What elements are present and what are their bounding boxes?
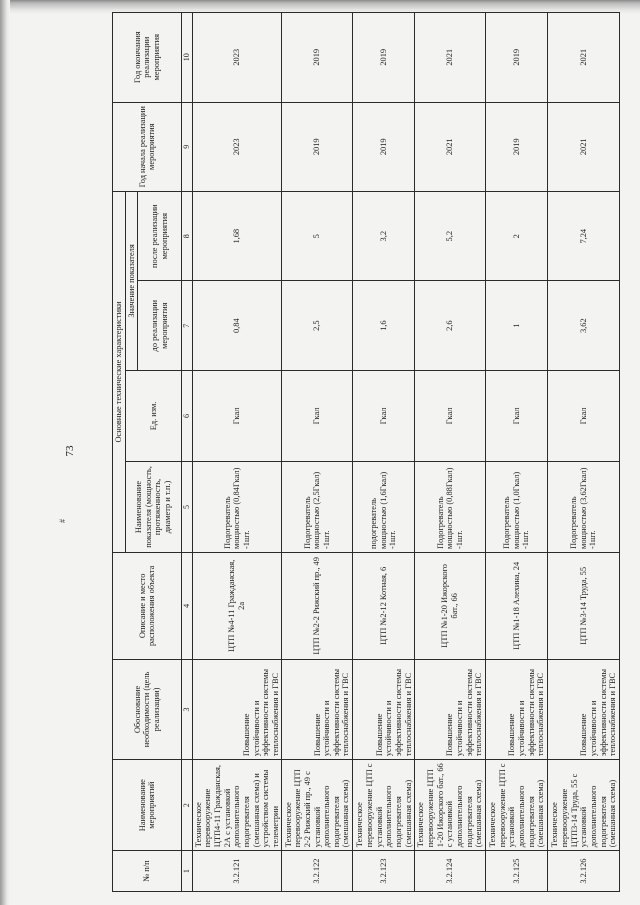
col-index: 4 (182, 552, 192, 659)
unit: Гкал (192, 370, 282, 461)
start-year: 2023 (192, 102, 282, 191)
measure-name: Техническое перевооружение ЦТП 1-20 Ижорского бат., 66 с установкой дополнительного подогревателя (смешанная схема) (415, 760, 486, 851)
start-year: 2019 (485, 102, 547, 191)
unit: Гкал (547, 370, 619, 461)
header-value-group: Значение показателя (125, 191, 138, 370)
table-row (547, 13, 619, 892)
table-row (282, 13, 353, 892)
header-after: после реализации мероприятия (138, 191, 182, 280)
col-index: 7 (182, 281, 192, 370)
end-year: 2019 (485, 13, 547, 103)
justification: Повышение устойчивости и эффективности системы теплоснабжения и ГВС (415, 659, 486, 759)
justification: Повышение устойчивости и эффективности системы теплоснабжения и ГВС (282, 659, 353, 759)
row-number: 3.2.126 (547, 851, 619, 892)
value-after: 5 (282, 191, 353, 280)
value-after: 2 (485, 191, 547, 280)
value-before: 1,6 (353, 281, 415, 370)
col-index: 5 (182, 461, 192, 552)
object-location: ЦТП №4-11 Гражданская, 2а (192, 552, 282, 659)
unit: Гкал (282, 370, 353, 461)
col-index: 6 (182, 370, 192, 461)
unit: Гкал (485, 370, 547, 461)
scan-left-edge (0, 0, 10, 905)
value-before: 0,84 (192, 281, 282, 370)
value-after: 5,2 (415, 191, 486, 280)
parameter: подогреватель мощностью (1,6Гкал) -1шт. (353, 461, 415, 552)
end-year: 2021 (547, 13, 619, 103)
end-year: 2019 (353, 13, 415, 103)
header-unit: Ед. изм. (125, 370, 182, 461)
rotated-table-container (112, 12, 620, 892)
object-location: ЦТП №3-14 Труда, 55 (547, 552, 619, 659)
col-index: 9 (182, 102, 192, 191)
start-year: 2021 (415, 102, 486, 191)
value-after: 1,68 (192, 191, 282, 280)
header-tech-group: Основные технические характеристики (113, 191, 126, 552)
measure-name: Техническое перевооружение ЦТП с установкой дополнительного подогревателя (смешанная схема) (485, 760, 547, 851)
page-mark: # (58, 519, 67, 523)
end-year: 2023 (192, 13, 282, 103)
header-start-year: Год начала реализации мероприятия (113, 102, 182, 191)
table-row (192, 13, 282, 892)
justification: Повышение устойчивости и эффективности системы теплоснабжения и ГВС (547, 659, 619, 759)
unit: Гкал (353, 370, 415, 461)
header-param: Наименование показателя (мощность, протяженность, диаметр и т.п.) (125, 461, 182, 552)
value-before: 1 (485, 281, 547, 370)
parameter: Подогреватель мощностью (3,62Гкал) -1шт. (547, 461, 619, 552)
col-index: 2 (182, 760, 192, 851)
col-index: 8 (182, 191, 192, 280)
object-location: ЦТП №2-12 Котная, 6 (353, 552, 415, 659)
row-number: 3.2.121 (192, 851, 282, 892)
start-year: 2019 (282, 102, 353, 191)
measure-name: Техническое перевооружение ЦТП с установкой дополнительного подогревателя (смешанная схема) (353, 760, 415, 851)
parameter: Подогреватель мощностью (0,88Гкал) -1шт. (415, 461, 486, 552)
header-name: Наименование мероприятий (113, 760, 182, 851)
value-before: 3,62 (547, 281, 619, 370)
justification: Повышение устойчивости и эффективности системы теплоснабжения и ГВС (192, 659, 282, 759)
parameter: Подогреватель мощностью (1,0Гкал) -1шт. (485, 461, 547, 552)
col-index: 10 (182, 13, 192, 103)
table-row (415, 13, 486, 892)
page-number: 73 (64, 445, 76, 457)
col-index: 3 (182, 659, 192, 759)
table-row (485, 13, 547, 892)
parameter: Подогреватель мощностью (2,5Гкал) -1шт. (282, 461, 353, 552)
value-before: 2,6 (415, 281, 486, 370)
row-number: 3.2.123 (353, 851, 415, 892)
measures-table (112, 12, 620, 892)
justification: Повышение устойчивости и эффективности системы теплоснабжения и ГВС (485, 659, 547, 759)
row-number: 3.2.124 (415, 851, 486, 892)
object-location: ЦТП №1-20 Ижорского бат., 66 (415, 552, 486, 659)
object-location: ЦТП №1-18 Алехина, 24 (485, 552, 547, 659)
column-index-row (182, 13, 192, 892)
value-after: 3,2 (353, 191, 415, 280)
object-location: ЦТП №2-2 Рижский пр., 49 (282, 552, 353, 659)
table-row (353, 13, 415, 892)
row-number: 3.2.122 (282, 851, 353, 892)
value-after: 7,24 (547, 191, 619, 280)
measure-name: Техническое перевооружение ЦТП4-11 Гражданская, 2А с установкой дополнительного подогревателя (смешанная схема) и устройством системы телеметрии (192, 760, 282, 851)
justification: Повышение устойчивости и эффективности системы теплоснабжения и ГВС (353, 659, 415, 759)
start-year: 2021 (547, 102, 619, 191)
measure-name: Техническое перевооружение ЦТП 2-2 Рижский пр., 49 с установкой дополнительного подогревателя (смешанная схема) (282, 760, 353, 851)
unit: Гкал (415, 370, 486, 461)
start-year: 2019 (353, 102, 415, 191)
header-justification: Обоснование необходимости (цель реализации) (113, 659, 182, 759)
end-year: 2021 (415, 13, 486, 103)
header-end-year: Год окончания реализации мероприятия (113, 13, 182, 103)
header-location: Описание и место расположения объекта (113, 552, 182, 659)
header-before: до реализации мероприятия (138, 281, 182, 370)
end-year: 2019 (282, 13, 353, 103)
header-num: № п/п (113, 851, 182, 892)
measure-name: Техническое перевооружение ЦТП3-14 Труда, 55 с установкой дополнительного подогревателя (смешанная схема) (547, 760, 619, 851)
row-number: 3.2.125 (485, 851, 547, 892)
col-index: 1 (182, 851, 192, 892)
value-before: 2,5 (282, 281, 353, 370)
parameter: Подогреватель мощностью (0,84Гкал) -1шт. (192, 461, 282, 552)
